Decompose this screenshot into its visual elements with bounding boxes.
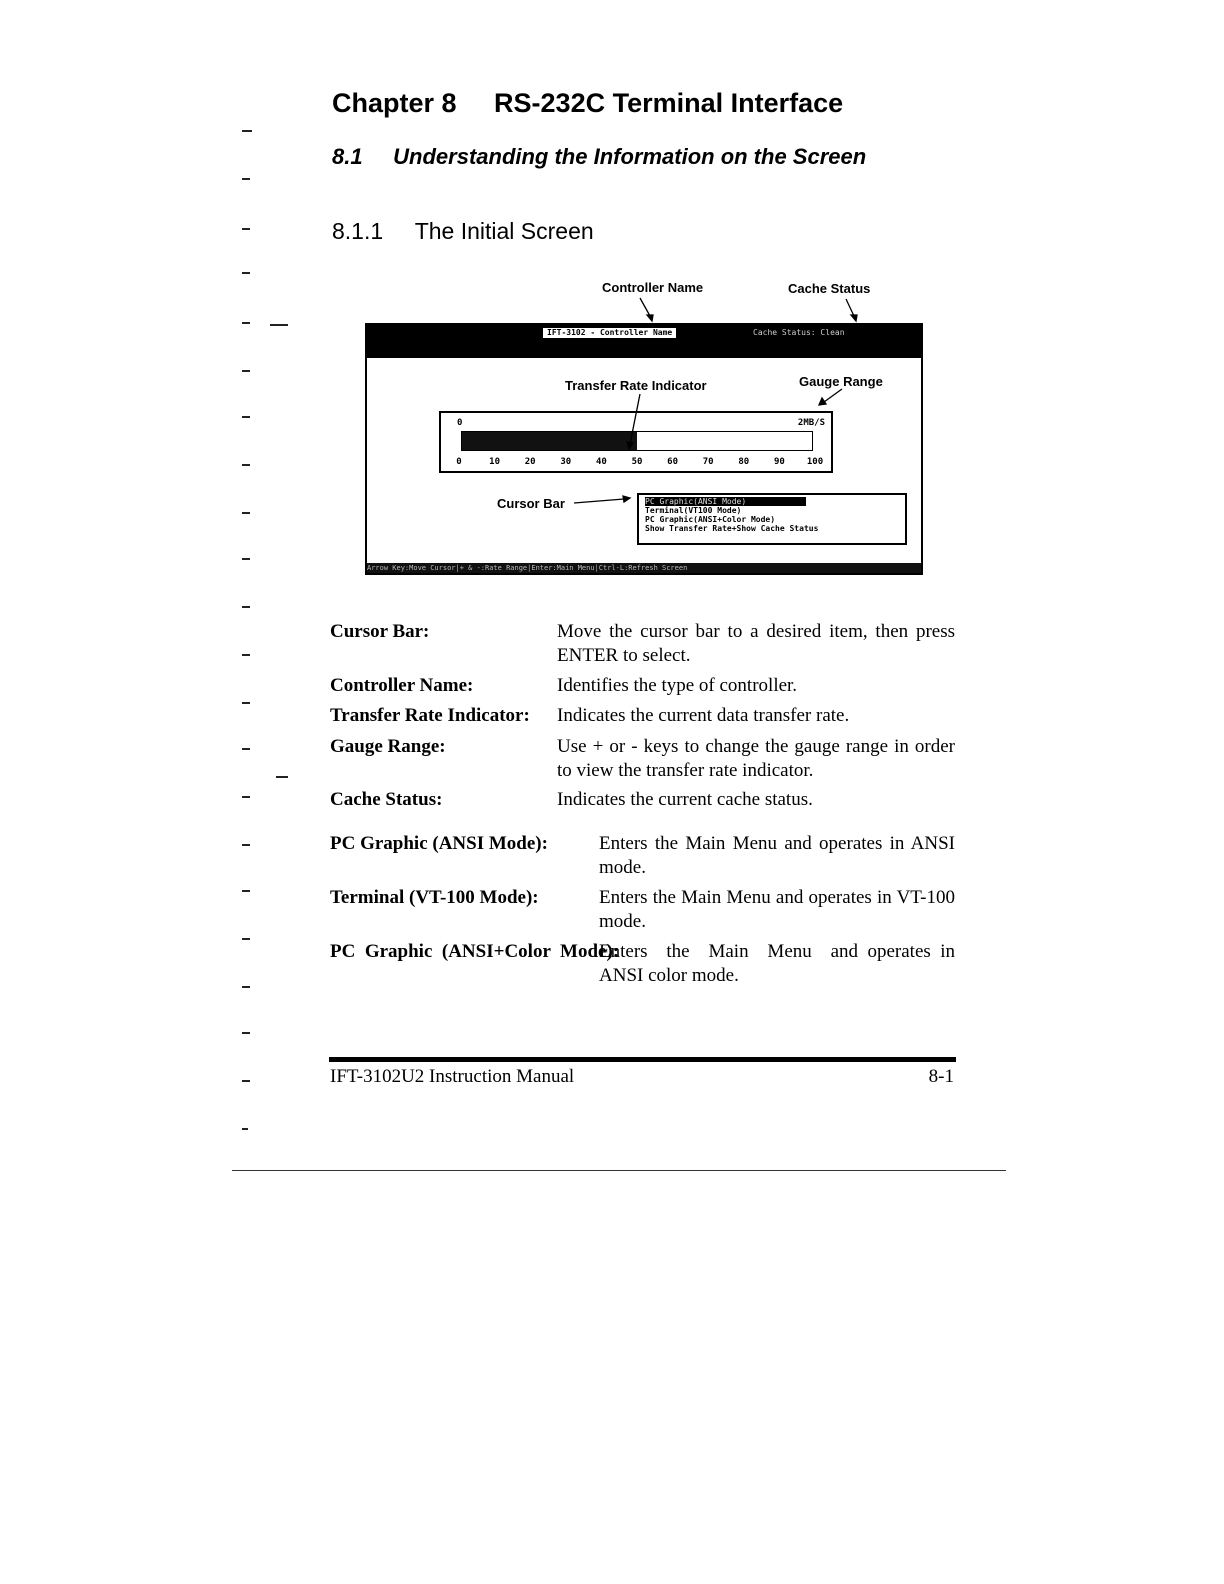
margin-mark: [242, 416, 250, 418]
margin-mark: [242, 986, 250, 988]
callout-controller-name: Controller Name: [602, 280, 704, 295]
margin-mark: [242, 322, 250, 324]
margin-mark: [242, 272, 250, 274]
term: Transfer Rate Indicator:: [330, 705, 530, 726]
controller-name-text: IFT-3102 - Controller Name: [543, 328, 676, 338]
margin-mark: [242, 606, 250, 608]
term: Controller Name:: [330, 675, 474, 696]
section-title: 8.1 Understanding the Information on the Screen: [332, 144, 867, 169]
margin-mark: [242, 748, 250, 750]
callout-transfer-rate-indicator: Transfer Rate Indicator: [565, 378, 707, 393]
footer-rule: [329, 1057, 956, 1062]
gauge-tick-label: 90: [773, 457, 785, 467]
margin-mark: [242, 512, 250, 514]
margin-mark: [242, 796, 250, 798]
initial-screen-figure: [362, 276, 922, 576]
gauge-tick-label: 70: [702, 457, 714, 467]
chapter-title: Chapter 8 RS-232C Terminal Interface: [332, 88, 844, 118]
gauge-tick-label: 100: [806, 457, 824, 467]
term: PC Graphic (ANSI Mode):: [330, 833, 548, 854]
gauge-tick-label: 80: [738, 457, 750, 467]
description: Enters the Main Menu and operates in ANSI mode.: [599, 833, 955, 878]
callout-arrows: [362, 276, 922, 576]
term: PC Graphic (ANSI+Color Mode):: [330, 941, 620, 962]
margin-mark: [242, 890, 250, 892]
footer-page-number: 8-1: [928, 1066, 954, 1087]
margin-mark: [242, 1080, 250, 1082]
gauge-tick-label: 0: [456, 457, 462, 467]
margin-mark: [242, 464, 250, 466]
terminal-status-bar: Arrow Key:Move Cursor|+ & -:Rate Range|Enter:Main Menu|Ctrl-L:Refresh Screen: [367, 563, 921, 573]
arrow-head: [819, 398, 826, 405]
term: Terminal (VT-100 Mode):: [330, 887, 539, 908]
description: Indicates the current data transfer rate.: [557, 705, 850, 726]
margin-mark: [242, 1032, 250, 1034]
margin-mark: [242, 178, 250, 180]
footer-manual-title: IFT-3102U2 Instruction Manual: [330, 1066, 575, 1087]
description: Move the cursor bar to a desired item, then press ENTER to select.: [557, 621, 955, 666]
description: Enters the Main Menu and operates in ANSI color mode.: [599, 941, 959, 986]
arrow-head: [623, 496, 630, 502]
arrow-head: [647, 315, 653, 321]
gauge-tick-label: 10: [489, 457, 501, 467]
gauge-tick-label: 60: [667, 457, 679, 467]
margin-mark: [242, 370, 250, 372]
gauge-tick-label: 40: [595, 457, 607, 467]
margin-mark: [242, 844, 250, 846]
gauge-min-label: 0: [457, 418, 463, 428]
margin-mark: [242, 130, 252, 132]
margin-mark: [242, 1128, 248, 1130]
gauge-max-label: 2MB/S: [797, 418, 825, 428]
arrow-controller-name: [640, 298, 650, 316]
term: Gauge Range:: [330, 736, 446, 757]
description: Indicates the current cache status.: [557, 789, 813, 810]
margin-mark: [242, 558, 250, 560]
callout-cursor-bar: Cursor Bar: [497, 496, 565, 511]
cache-status-text: Cache Status: Clean: [753, 328, 845, 337]
page-bottom-line: [232, 1170, 1006, 1171]
menu-item-pc-graphic-ansi[interactable]: PC Graphic(ANSI Mode): [645, 497, 806, 506]
margin-mark: [242, 702, 250, 704]
gauge-tick-label: 20: [524, 457, 536, 467]
term: Cursor Bar:: [330, 621, 430, 642]
arrow-cache-status: [846, 299, 854, 316]
gauge-tick-label: 30: [560, 457, 572, 467]
menu-item-terminal-vt100[interactable]: Terminal(VT100 Mode): [645, 506, 742, 515]
term: Cache Status:: [330, 789, 443, 810]
arrow-gauge-range: [824, 389, 842, 402]
subsection-title: 8.1.1 The Initial Screen: [332, 218, 594, 244]
arrow-transfer-rate: [630, 394, 640, 444]
callout-gauge-range: Gauge Range: [799, 374, 883, 389]
margin-mark: [270, 324, 288, 326]
menu-item-show-transfer-rate[interactable]: Show Transfer Rate+Show Cache Status: [645, 524, 819, 533]
margin-mark: [242, 938, 250, 940]
margin-mark: [242, 228, 250, 230]
arrow-head: [851, 315, 857, 321]
arrow-head: [627, 442, 633, 449]
description: Identifies the type of controller.: [557, 675, 798, 696]
arrow-cursor-bar: [574, 499, 624, 503]
description: Enters the Main Menu and operates in VT-100 mode.: [599, 887, 955, 932]
margin-mark: [242, 654, 250, 656]
description: Use + or - keys to change the gauge range in order to view the transfer rate indicator.: [557, 736, 955, 781]
menu-item-pc-graphic-ansi-color[interactable]: PC Graphic(ANSI+Color Mode): [645, 515, 776, 524]
margin-mark: [276, 776, 288, 778]
callout-cache-status: Cache Status: [788, 281, 871, 296]
gauge-tick-label: 50: [631, 457, 643, 467]
